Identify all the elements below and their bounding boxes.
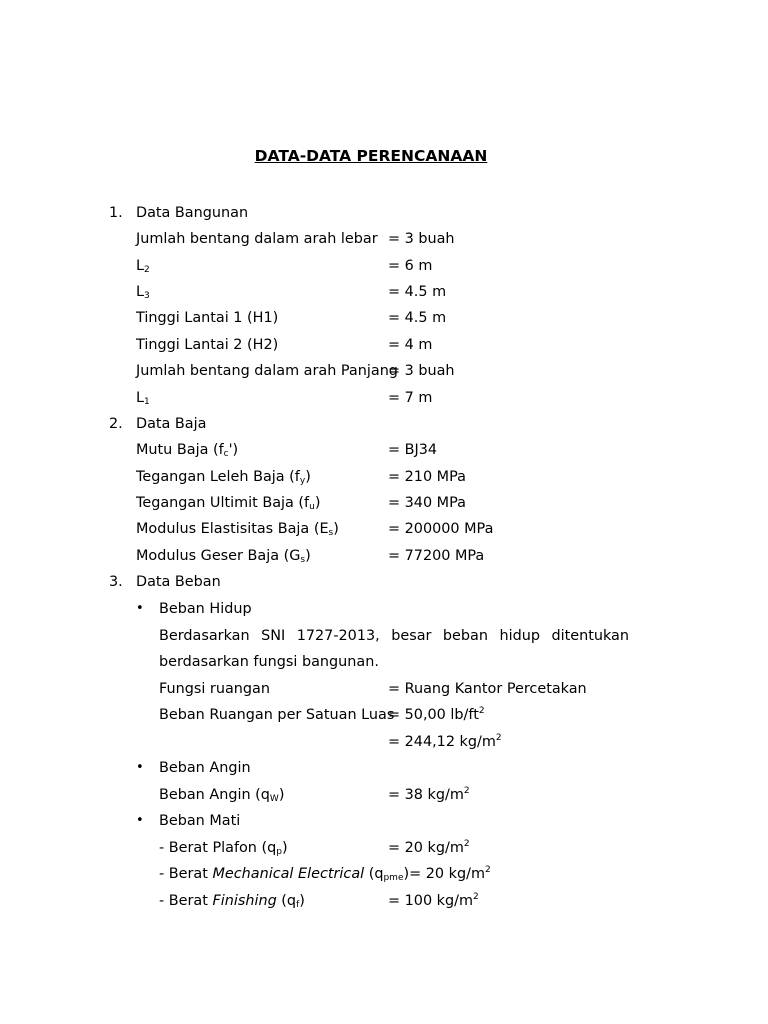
field-label-with-value: - Berat Mechanical Electrical $(q_{pme})= 20$ $kg/m^2$ — [159, 865, 491, 883]
field-label: Jumlah bentang dalam arah Panjang — [136, 363, 398, 379]
field-label: Beban Ruangan per Satuan Luas — [159, 707, 395, 723]
field-label: Tinggi Lantai 1 (H1) — [136, 310, 279, 326]
section-number: 3. — [109, 574, 123, 590]
field-label: $L_1$ — [136, 390, 150, 407]
field-label: Modulus Geser Baja $(G_s)$ — [136, 548, 311, 565]
field-label: Tegangan Ultimit Baja $(f_u)$ — [136, 495, 321, 512]
field-value: = 4.5 m — [388, 284, 447, 300]
section-number: 1. — [109, 205, 123, 221]
field-value: = 100 $kg/m^2$ — [388, 892, 479, 909]
field-value: = 3 buah — [388, 363, 455, 379]
field-label: - Berat Finishing $(q_f)$ — [159, 893, 305, 910]
section-heading: Data Bangunan — [136, 205, 249, 221]
section-heading: Data Baja — [136, 416, 207, 432]
field-value: = 340 MPa — [388, 495, 466, 511]
field-label: $L_3$ — [136, 284, 150, 301]
field-value: = 20 $kg/m^2$ — [388, 839, 470, 856]
subsection-heading: Beban Mati — [159, 813, 241, 829]
field-label: Jumlah bentang dalam arah lebar — [136, 231, 378, 247]
paragraph-text: berdasarkan fungsi bangunan. — [159, 654, 379, 670]
field-label: Tinggi Lantai 2 (H2) — [136, 337, 279, 353]
section-heading: Data Beban — [136, 574, 221, 590]
section-number: 2. — [109, 416, 123, 432]
field-value: = 38 $kg/m^2$ — [388, 786, 470, 803]
field-value: = 244,12 $kg/m^2$ — [388, 733, 502, 750]
bullet-icon: • — [136, 813, 144, 828]
field-value: = 4.5 m — [388, 310, 447, 326]
field-value: = 3 buah — [388, 231, 455, 247]
field-label: Modulus Elastisitas Baja $(E_s)$ — [136, 521, 339, 538]
field-value: = 200000 MPa — [388, 521, 494, 537]
field-label: - Berat Plafon $(q_p)$ — [159, 840, 288, 857]
document-title: DATA-DATA PERENCANAAN — [254, 147, 488, 165]
field-value: = 7 m — [388, 390, 433, 406]
field-label: Mutu Baja $(f_c')$ — [136, 442, 239, 459]
field-value: = 210 MPa — [388, 469, 466, 485]
paragraph-text: Berdasarkan SNI 1727-2013, besar beban hidup ditentukan — [159, 628, 629, 644]
bullet-icon: • — [136, 760, 144, 775]
field-value: = 77200 MPa — [388, 548, 485, 564]
field-label: $L_2$ — [136, 258, 150, 275]
field-value: = Ruang Kantor Percetakan — [388, 681, 587, 697]
field-value: = 6 m — [388, 258, 433, 274]
field-label: Tegangan Leleh Baja $(f_y)$ — [136, 469, 311, 486]
bullet-icon: • — [136, 601, 144, 616]
subsection-heading: Beban Angin — [159, 760, 251, 776]
field-label: Fungsi ruangan — [159, 681, 270, 697]
field-value: = 4 m — [388, 337, 433, 353]
field-value: = BJ34 — [388, 442, 438, 458]
field-value: = 50,00 $lb/ft^2$ — [388, 706, 485, 723]
field-label: Beban Angin $(q_W)$ — [159, 787, 285, 804]
subsection-heading: Beban Hidup — [159, 601, 252, 617]
